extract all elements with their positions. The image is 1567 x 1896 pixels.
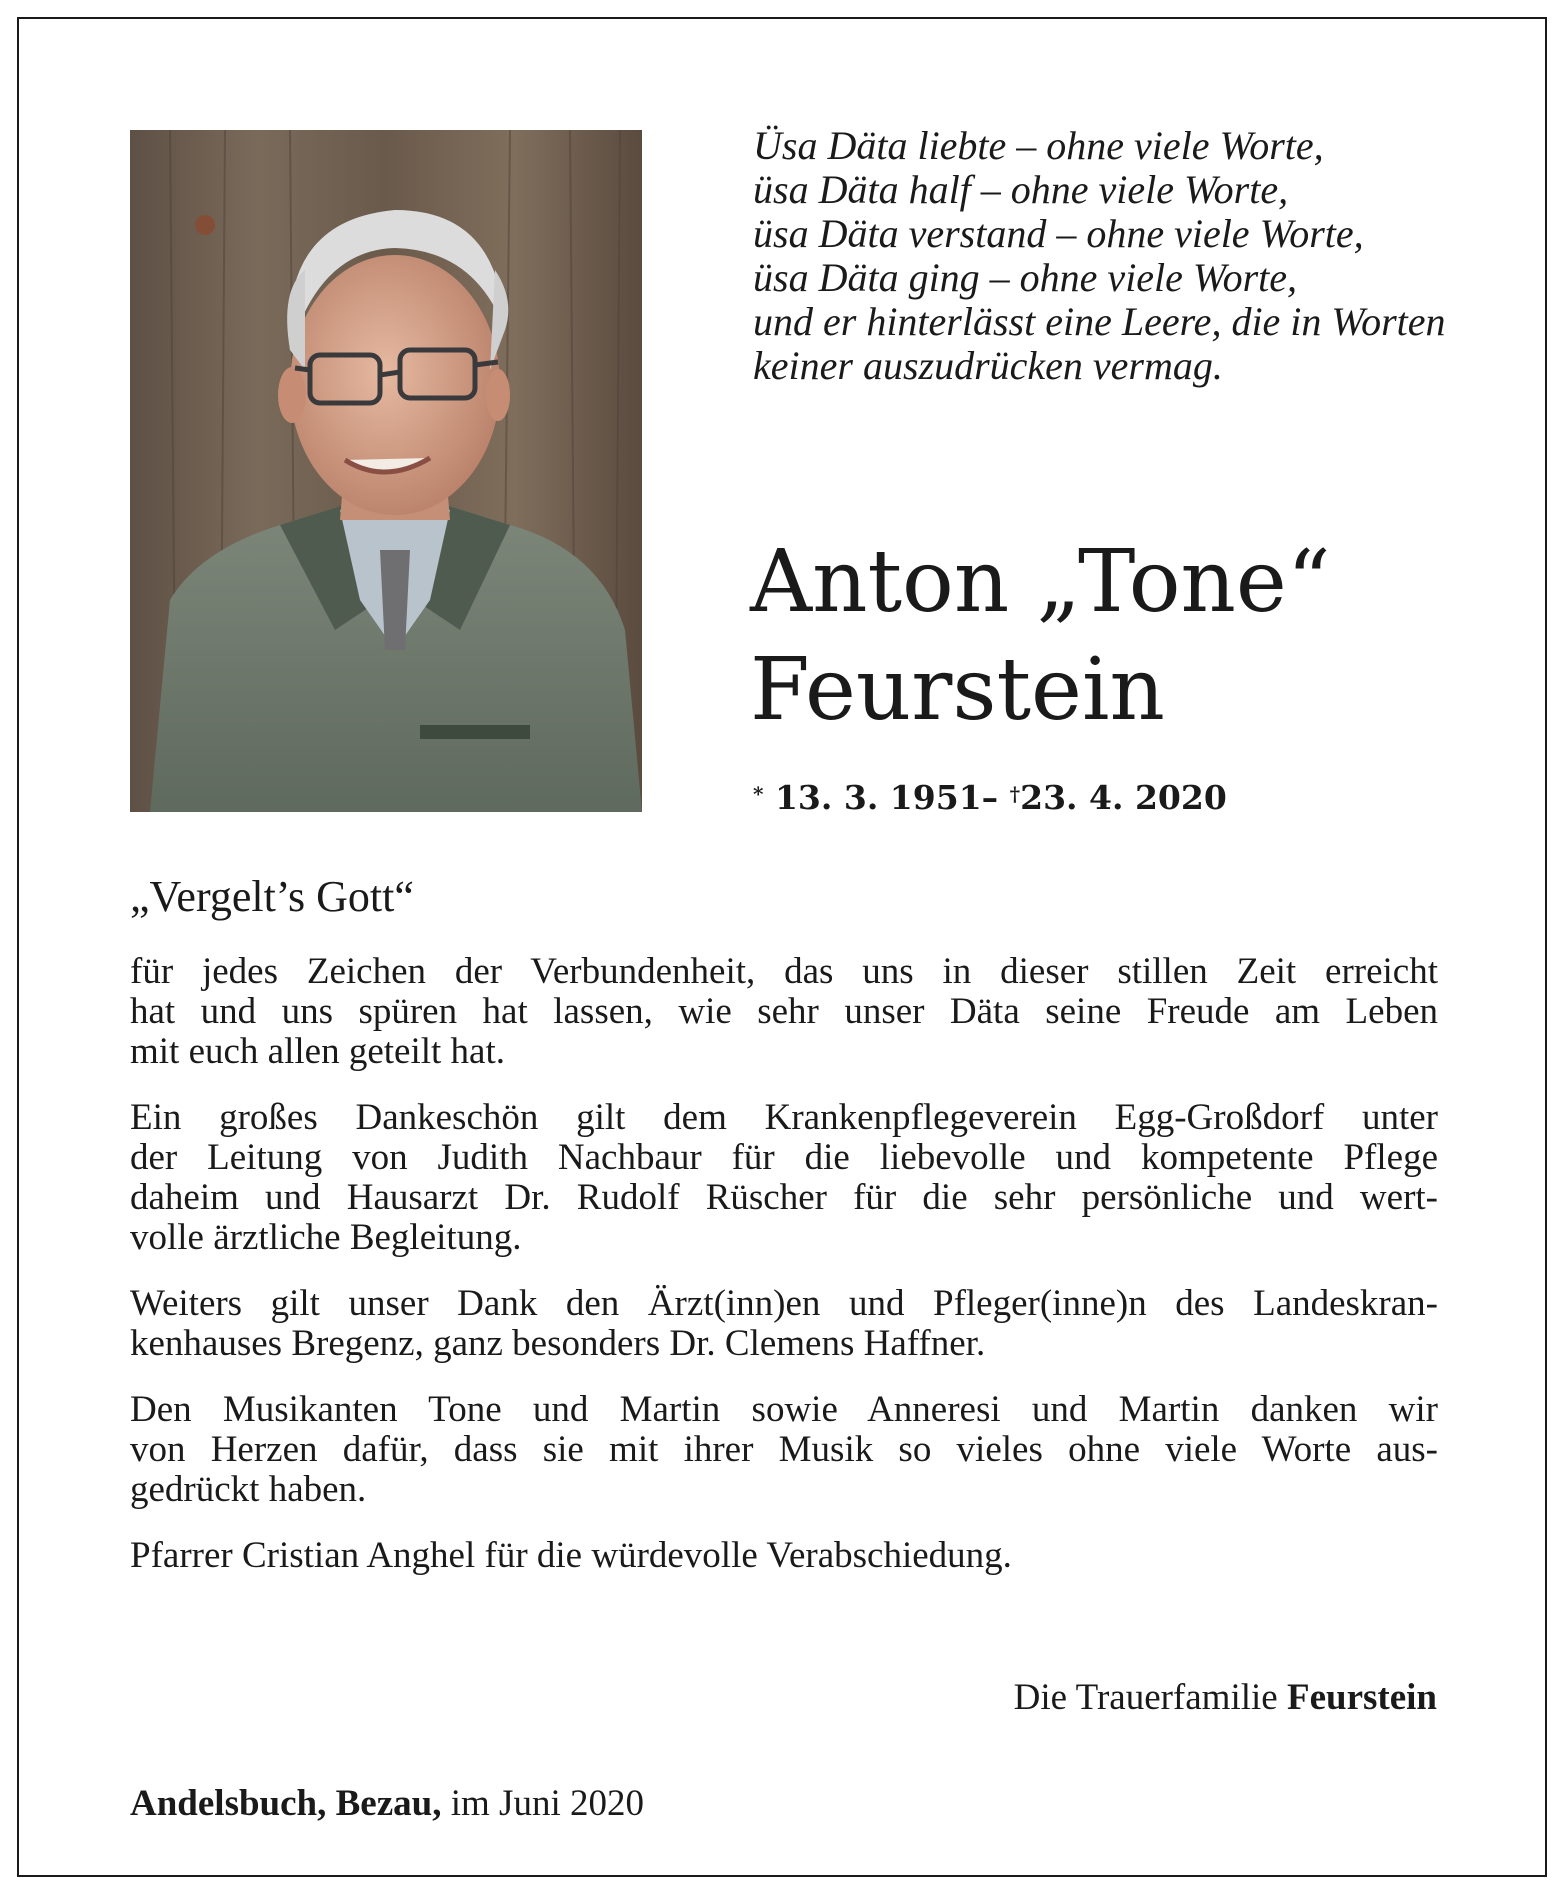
text-line: daheim und Hausarzt Dr. Rudolf Rüscher für die sehr persönliche und wert- [130,1177,1438,1218]
text-line: volle ärztliche Begleitung. [130,1217,522,1258]
poem [753,124,1453,388]
text-line: für jedes Zeichen der Verbundenheit, das uns in dieser stillen Zeit erreicht [130,951,1438,992]
poem-line: üsa Däta half – ohne viele Worte, [753,167,1289,212]
portrait-photo [130,130,642,812]
birth-star-icon: * [753,782,764,806]
signature-family: Feurstein [1286,1677,1437,1718]
place-date [130,1782,644,1826]
name-line-first: Anton „Tone“ [750,532,1331,632]
death-date: 23. 4. 2020 [1020,778,1227,817]
name-line-last: Feurstein [750,640,1165,740]
place-date-text: im Juni 2020 [450,1783,644,1824]
poem-line: und er hinterlässt eine Leere, die in Worten [753,299,1446,344]
text-line: kenhauses Bregenz, ganz besonders Dr. Clemens Haffner. [130,1323,986,1364]
poem-line: üsa Däta ging – ohne viele Worte, [753,255,1298,300]
portrait-image [130,130,642,812]
text-line: Weiters gilt unser Dank den Ärzt(inn)en und Pfleger(inne)n des Landeskran- [130,1283,1438,1324]
text-line: gedrückt haben. [130,1469,367,1510]
text-line: hat und uns spüren hat lassen, wie sehr unser Däta seine Freude am Leben [130,991,1438,1032]
thanks-text [130,952,1438,1602]
signature-prefix: Die Trauerfamilie [1013,1677,1278,1718]
death-cross-icon: † [1009,782,1021,806]
thanks-heading: „Vergelt’s Gott“ [130,872,414,921]
paragraph [130,952,1438,1072]
text-line: Ein großes Dankeschön gilt dem Krankenpflegeverein Egg-Großdorf unter [130,1097,1438,1138]
life-dates [753,778,1227,818]
date-separator: – [981,778,999,817]
paragraph [130,1098,1438,1258]
paragraph [130,1390,1438,1510]
deceased-name [750,528,1510,744]
paragraph [130,1284,1438,1364]
birth-date: 13. 3. 1951 [774,778,982,817]
poem-line: üsa Däta verstand – ohne viele Worte, [753,211,1364,256]
paragraph [130,1536,1438,1576]
poem-line: keiner auszudrücken vermag. [753,343,1223,388]
place-towns: Andelsbuch, Bezau, [130,1783,442,1824]
poem-line: Üsa Däta liebte – ohne viele Worte, [753,123,1324,168]
text-line: der Leitung von Judith Nachbaur für die liebevolle und kompetente Pflege [130,1137,1438,1178]
text-line: mit euch allen geteilt hat. [130,1031,506,1072]
text-line: Pfarrer Cristian Anghel für die würdevolle Verabschiedung. [130,1535,1012,1576]
text-line: Den Musikanten Tone und Martin sowie Anneresi und Martin danken wir [130,1389,1438,1430]
text-line: von Herzen dafür, dass sie mit ihrer Musik so vieles ohne viele Worte aus- [130,1429,1438,1470]
signature [1014,1676,1437,1720]
